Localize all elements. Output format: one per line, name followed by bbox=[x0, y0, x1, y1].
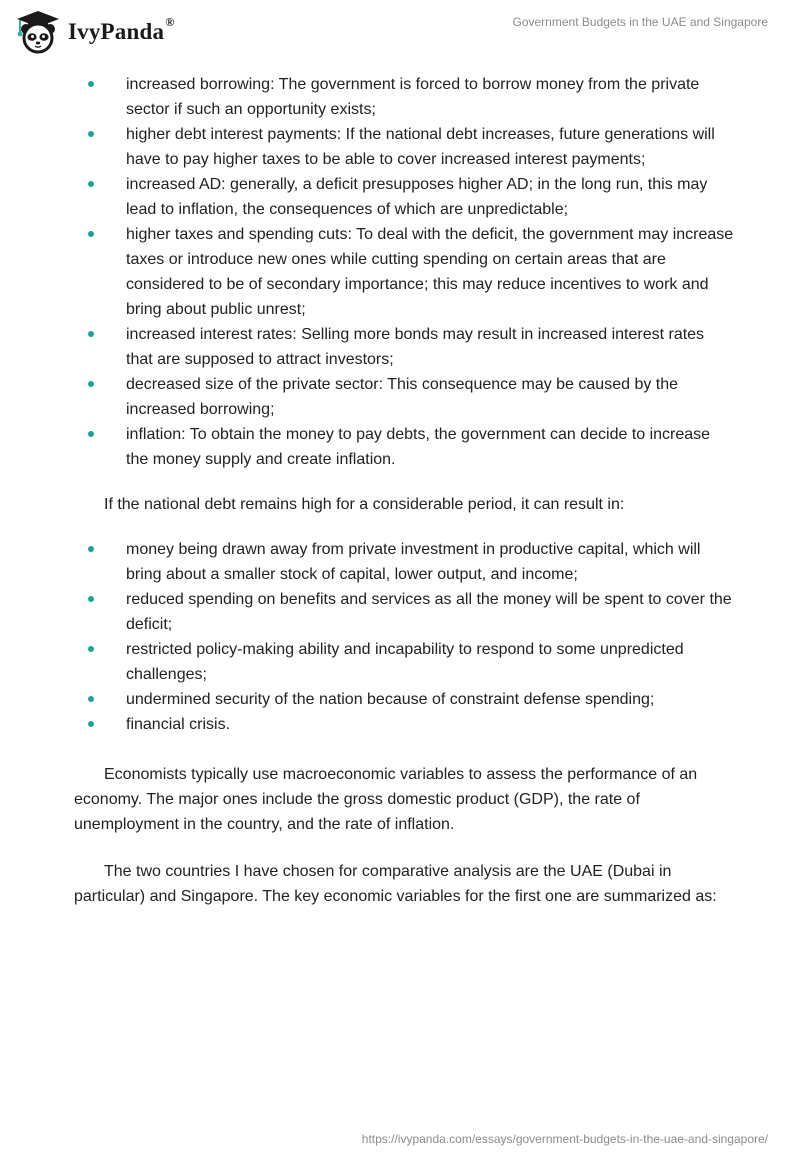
deficit-consequences-list bbox=[74, 72, 734, 472]
paragraph-macroeconomic-variables: Economists typically use macroeconomic variables to assess the performance of an economy. The major ones include the gross domestic product (GDP), the rate of unemployment in the country, and the rate of inflation. bbox=[74, 766, 698, 833]
paragraph-high-debt: If the national debt remains high for a considerable period, it can result in: bbox=[104, 496, 625, 513]
bullet-icon bbox=[88, 721, 94, 727]
source-url[interactable]: https://ivypanda.com/essays/government-budgets-in-the-uae-and-singapore/ bbox=[361, 1132, 768, 1146]
list-item: money being drawn away from private investment in productive capital, which will bring about a smaller stock of capital, lower output, and income; bbox=[74, 537, 734, 587]
bullet-icon bbox=[88, 331, 94, 337]
list-item: undermined security of the nation because of constraint defense spending; bbox=[74, 687, 734, 712]
list-item: increased interest rates: Selling more bonds may result in increased interest rates that are supposed to attract investors; bbox=[74, 322, 734, 372]
document-title: Government Budgets in the UAE and Singapore bbox=[512, 15, 768, 29]
bullet-icon bbox=[88, 596, 94, 602]
bullet-icon bbox=[88, 696, 94, 702]
ivypanda-logo[interactable] bbox=[14, 9, 174, 55]
bullet-icon bbox=[88, 546, 94, 552]
list-item: inflation: To obtain the money to pay debts, the government can decide to increase the money supply and create inflation. bbox=[74, 422, 734, 472]
list-item: increased AD: generally, a deficit presupposes higher AD; in the long run, this may lead to inflation, the consequences of which are unpredictable; bbox=[74, 172, 734, 222]
list-item: higher debt interest payments: If the national debt increases, future generations will have to pay higher taxes to be able to cover increased interest payments; bbox=[74, 122, 734, 172]
bullet-icon bbox=[88, 131, 94, 137]
list-item: financial crisis. bbox=[74, 712, 734, 737]
list-item: restricted policy-making ability and incapability to respond to some unpredicted challenges; bbox=[74, 637, 734, 687]
panda-icon bbox=[14, 9, 62, 55]
logo-wordmark: IvyPanda® bbox=[68, 15, 175, 44]
list-item: reduced spending on benefits and services as all the money will be spent to cover the deficit; bbox=[74, 587, 734, 637]
bullet-icon bbox=[88, 381, 94, 387]
high-debt-results-list bbox=[74, 537, 734, 737]
bullet-icon bbox=[88, 646, 94, 652]
page-header bbox=[0, 0, 800, 66]
bullet-icon bbox=[88, 431, 94, 437]
list-item: increased borrowing: The government is forced to borrow money from the private sector if such an opportunity exists; bbox=[74, 72, 734, 122]
list-item: decreased size of the private sector: This consequence may be caused by the increased borrowing; bbox=[74, 372, 734, 422]
list-item: higher taxes and spending cuts: To deal with the deficit, the government may increase taxes or introduce new ones while cutting spending on certain areas that are considered to be of secondary importance; this may reduce incentives to work and bring about public unrest; bbox=[74, 222, 734, 322]
bullet-icon bbox=[88, 231, 94, 237]
paragraph-comparative-analysis: The two countries I have chosen for comparative analysis are the UAE (Dubai in particular) and Singapore. The key economic variables for the first one are summarized as: bbox=[74, 863, 717, 905]
essay-body bbox=[74, 72, 734, 909]
bullet-icon bbox=[88, 81, 94, 87]
bullet-icon bbox=[88, 181, 94, 187]
